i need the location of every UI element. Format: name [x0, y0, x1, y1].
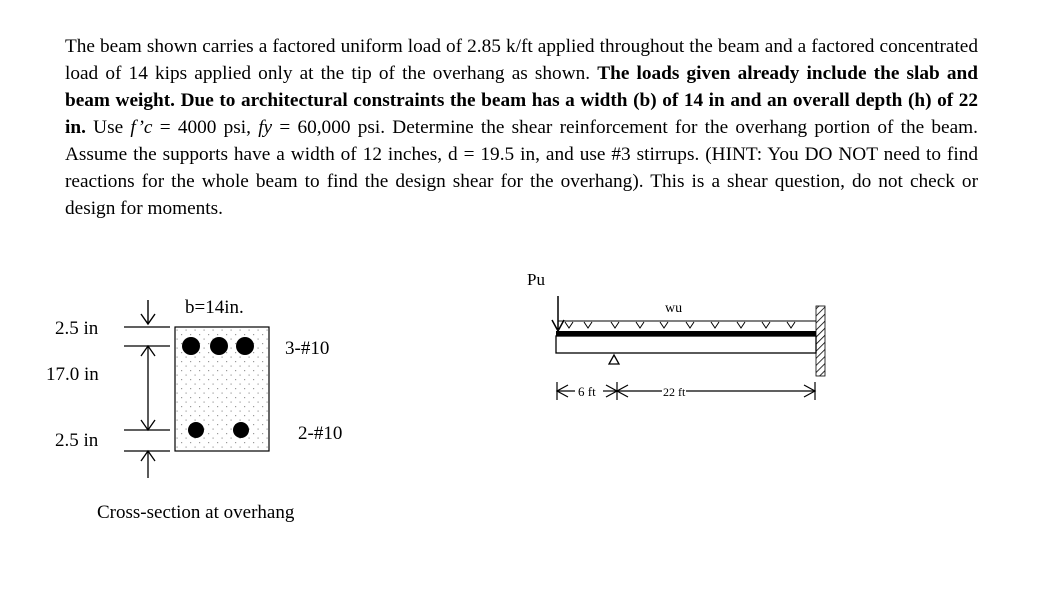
distributed-load-arrows-icon [558, 321, 816, 328]
span-length-label: 22 ft [663, 385, 686, 399]
pin-support-icon [609, 355, 619, 364]
top-cover-label: 2.5 in [55, 318, 99, 339]
fc-symbol: f’c [130, 117, 153, 138]
problem-use-prefix: Use [93, 117, 124, 138]
fy-value: = 60,000 psi. [279, 117, 386, 138]
problem-loads-note: The loads given already include the slab and beam weight. [65, 63, 978, 111]
section-caption: Cross-section at overhang [97, 502, 295, 523]
distributed-load-label: wu [665, 301, 683, 316]
cross-section [46, 297, 342, 523]
bottom-bar-2 [233, 422, 249, 438]
section-width-label: b=14in. [185, 297, 244, 318]
point-load-label: Pu [527, 270, 545, 289]
bottom-bar-1 [188, 422, 204, 438]
top-bar-3 [236, 337, 254, 355]
fy-symbol: fy [258, 117, 273, 138]
problem-sentence-loads: The beam shown carries a factored uniform load of 2.85 k/ft applied throughout the beam and a factored concentrated load of 14 kips applied only at the tip of the overhang as shown. [65, 36, 978, 84]
beam-body [556, 336, 816, 353]
beam-top-flange [556, 331, 816, 336]
bottom-cover-label: 2.5 in [55, 430, 99, 451]
overhang-length-label: 6 ft [578, 384, 596, 399]
point-load-arrow-icon [552, 296, 564, 331]
fc-value: = 4000 psi, [159, 117, 251, 138]
top-bar-2 [210, 337, 228, 355]
fixed-wall-icon [816, 306, 825, 376]
top-bars-label: 3-#10 [285, 338, 330, 359]
beam-diagram [527, 270, 825, 400]
depth-dimension-lines [124, 327, 170, 478]
width-arrow-icon [141, 300, 155, 324]
problem-task: Determine the shear reinforcement for the overhang portion of the beam. Assume the supports have a width of 12 inches, d = 19.5 in, and use #3 stirrups. (HINT: You DO NOT need to find reactions for the whole beam to find the design shear for the overhang). This is a shear question, do not check or design for moments. [65, 117, 978, 219]
problem-architectural-note: Due to architectural constraints the beam has a width (b) of 14 in and an overall depth (h) of 22 in. [65, 90, 979, 138]
effective-depth-label: 17.0 in [46, 364, 99, 385]
top-bar-1 [182, 337, 200, 355]
bottom-bars-label: 2-#10 [298, 423, 343, 444]
